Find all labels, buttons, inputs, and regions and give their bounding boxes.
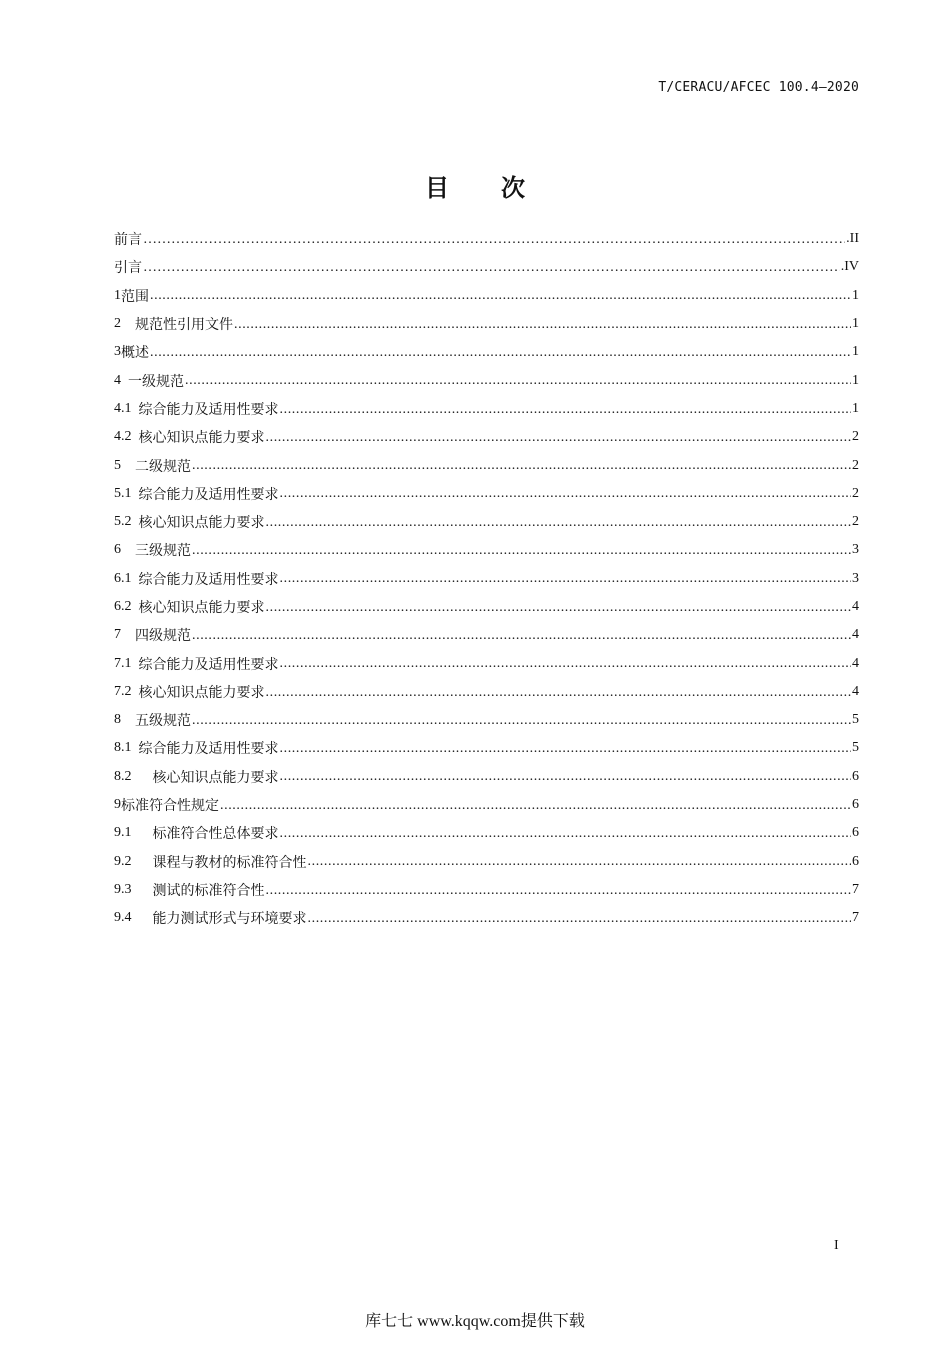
toc-entry-title: 标准符合性总体要求: [152, 827, 279, 843]
toc-entry[interactable]: [114, 451, 859, 479]
toc-dot-leader: [280, 826, 852, 843]
toc-dot-leader: [143, 232, 845, 249]
toc-entry-number: 7.2: [114, 683, 139, 699]
toc-entry-number: 9: [114, 797, 121, 813]
toc-entry-title: 核心知识点能力要求: [138, 601, 265, 616]
toc-dot-leader: [280, 486, 852, 503]
toc-dot-leader: [150, 345, 851, 362]
toc-entry-number: 9.3: [114, 881, 153, 897]
toc-entry-title: 测试的标准符合性: [152, 883, 265, 899]
toc-entry-number: 7.1: [114, 655, 139, 671]
toc-entry-number: 4: [114, 372, 128, 388]
toc-entry-number: 9.4: [114, 910, 153, 926]
toc-entry[interactable]: [114, 876, 859, 904]
toc-entry-number: 7: [114, 627, 135, 643]
toc-entry-title: 引言: [114, 261, 142, 277]
toc-entry-title: 核心知识点能力要求: [138, 431, 265, 447]
toc-entry-number: 6.2: [114, 599, 139, 614]
toc-dot-leader: [266, 883, 852, 900]
toc-entry-page: 4: [852, 655, 859, 671]
toc-entry-title: 综合能力及适用性要求: [138, 742, 279, 758]
toc-entry[interactable]: [114, 649, 859, 677]
toc-entry-page: 3: [852, 570, 859, 586]
toc-dot-leader: [192, 628, 851, 645]
toc-entry-number: 9.2: [114, 853, 153, 869]
toc-entry-title: 规范性引用文件: [135, 318, 233, 334]
toc-entry-number: 8: [114, 712, 135, 728]
toc-entry-title: 能力测试形式与环境要求: [152, 912, 307, 928]
toc-entry-number: 8.1: [114, 740, 139, 756]
toc-dot-leader: [280, 402, 852, 419]
toc-dot-leader: [266, 600, 852, 617]
toc-entry[interactable]: [114, 848, 859, 876]
toc-entry[interactable]: [114, 593, 859, 621]
toc-entry-title: 前言: [114, 233, 142, 249]
toc-entry-title: 综合能力及适用性要求: [138, 657, 279, 673]
toc-dot-leader: [185, 373, 851, 390]
toc-entry[interactable]: [114, 508, 859, 536]
toc-entry-page: 6: [852, 853, 859, 869]
toc-dot-leader: [266, 430, 852, 447]
toc-entry-page: 7: [852, 881, 859, 897]
toc-entry-number: 6.1: [114, 570, 139, 586]
toc-entry-page: 1: [852, 287, 859, 303]
toc-entry[interactable]: [114, 819, 859, 847]
toc-dot-leader: [192, 713, 851, 730]
toc-dot-leader: [308, 911, 852, 928]
toc-entry-number: 5.2: [114, 514, 139, 530]
toc-entry-page: 2: [852, 514, 859, 530]
toc-entry-number: 5.1: [114, 485, 139, 501]
toc-entry-title: 核心知识点能力要求: [138, 685, 265, 701]
toc-entry-page: 5: [852, 712, 859, 728]
toc-dot-leader: [266, 685, 852, 702]
toc-entry-page: 6: [852, 768, 859, 784]
toc-entry[interactable]: [114, 904, 859, 932]
toc-entry-page: 4: [852, 683, 859, 699]
toc-entry-title: 核心知识点能力要求: [152, 770, 279, 786]
toc-entry[interactable]: [114, 338, 859, 366]
toc-entry-title: 四级规范: [135, 629, 191, 645]
toc-entry-number: 4.2: [114, 429, 139, 445]
toc-entry[interactable]: [114, 366, 859, 394]
toc-entry-page: 1: [852, 344, 859, 360]
page-number: I: [834, 1238, 839, 1253]
toc-entry-number: 6: [114, 542, 135, 558]
toc-entry[interactable]: [114, 678, 859, 706]
toc-dot-leader: [143, 260, 840, 277]
toc-entry-page: 2: [852, 485, 859, 501]
toc-entry-number: 5: [114, 457, 135, 473]
toc-entry[interactable]: [114, 565, 859, 593]
toc-dot-leader: [192, 458, 851, 475]
toc-entry-page: 2: [852, 457, 859, 473]
toc-entry[interactable]: [114, 282, 859, 310]
toc-entry-page: 1: [852, 372, 859, 388]
toc-entry-page: 6: [852, 797, 859, 813]
toc-entry-page: 4: [852, 627, 859, 643]
toc-entry-number: 8.2: [114, 768, 153, 784]
toc-entry[interactable]: [114, 734, 859, 762]
toc-dot-leader: [280, 656, 852, 673]
toc-entry-page: .IV: [840, 259, 859, 275]
toc-entry-title: 五级规范: [135, 714, 191, 730]
toc-title-part1: 目: [425, 174, 449, 202]
toc-entry-number: 3: [114, 344, 121, 360]
toc-entry-number: 4.1: [114, 400, 139, 416]
toc-entry-page: .II: [846, 231, 859, 247]
toc-dot-leader: [280, 571, 852, 588]
toc-entry[interactable]: [114, 763, 859, 791]
toc-entry[interactable]: [114, 706, 859, 734]
toc-dot-leader: [308, 854, 852, 871]
footer-note: 库七七 www.kqqw.com提供下载: [365, 1313, 585, 1330]
toc-entry[interactable]: [114, 536, 859, 564]
toc-entry-title: 范围: [121, 289, 149, 305]
toc-entry-page: 1: [852, 400, 859, 416]
toc-entry[interactable]: [114, 225, 859, 253]
toc-entry-title: 一级规范: [128, 374, 184, 390]
toc-entry-page: 4: [852, 599, 859, 614]
toc-entry[interactable]: [114, 310, 859, 338]
standard-code: T/CERACU/AFCEC 100.4—2020: [658, 80, 859, 95]
toc-dot-leader: [280, 741, 852, 758]
toc-title-part2: 次: [501, 174, 525, 202]
toc-entry-title: 课程与教材的标准符合性: [152, 855, 307, 871]
toc-entry-number: 2: [114, 316, 135, 332]
toc-entry-page: 3: [852, 542, 859, 558]
toc-entry-title: 概述: [121, 346, 149, 362]
toc-entry[interactable]: [114, 791, 859, 819]
toc-list: [114, 225, 859, 932]
toc-entry-title: 综合能力及适用性要求: [138, 487, 279, 503]
toc-entry[interactable]: [114, 621, 859, 649]
toc-entry[interactable]: [114, 253, 859, 281]
toc-entry-page: 1: [852, 316, 859, 332]
toc-dot-leader: [192, 543, 851, 560]
toc-entry-title: 标准符合性规定: [121, 799, 219, 815]
toc-entry-title: 综合能力及适用性要求: [138, 402, 279, 418]
toc-entry-page: 6: [852, 825, 859, 841]
toc-entry-number: 9.1: [114, 825, 153, 841]
toc-entry[interactable]: [114, 395, 859, 423]
toc-entry-title: 三级规范: [135, 544, 191, 560]
toc-entry-page: 5: [852, 740, 859, 756]
toc-dot-leader: [266, 515, 852, 532]
toc-entry[interactable]: [114, 423, 859, 451]
toc-dot-leader: [150, 288, 851, 305]
toc-title: [0, 168, 950, 203]
toc-entry-title: 综合能力及适用性要求: [138, 572, 279, 588]
toc-entry-title: 核心知识点能力要求: [138, 516, 265, 532]
toc-entry-page: 2: [852, 429, 859, 445]
toc-entry-page: 7: [852, 910, 859, 926]
toc-dot-leader: [220, 798, 851, 815]
toc-entry[interactable]: [114, 480, 859, 508]
toc-dot-leader: [280, 769, 852, 786]
toc-dot-leader: [234, 317, 851, 334]
toc-entry-number: 1: [114, 287, 121, 303]
toc-entry-title: 二级规范: [135, 459, 191, 475]
